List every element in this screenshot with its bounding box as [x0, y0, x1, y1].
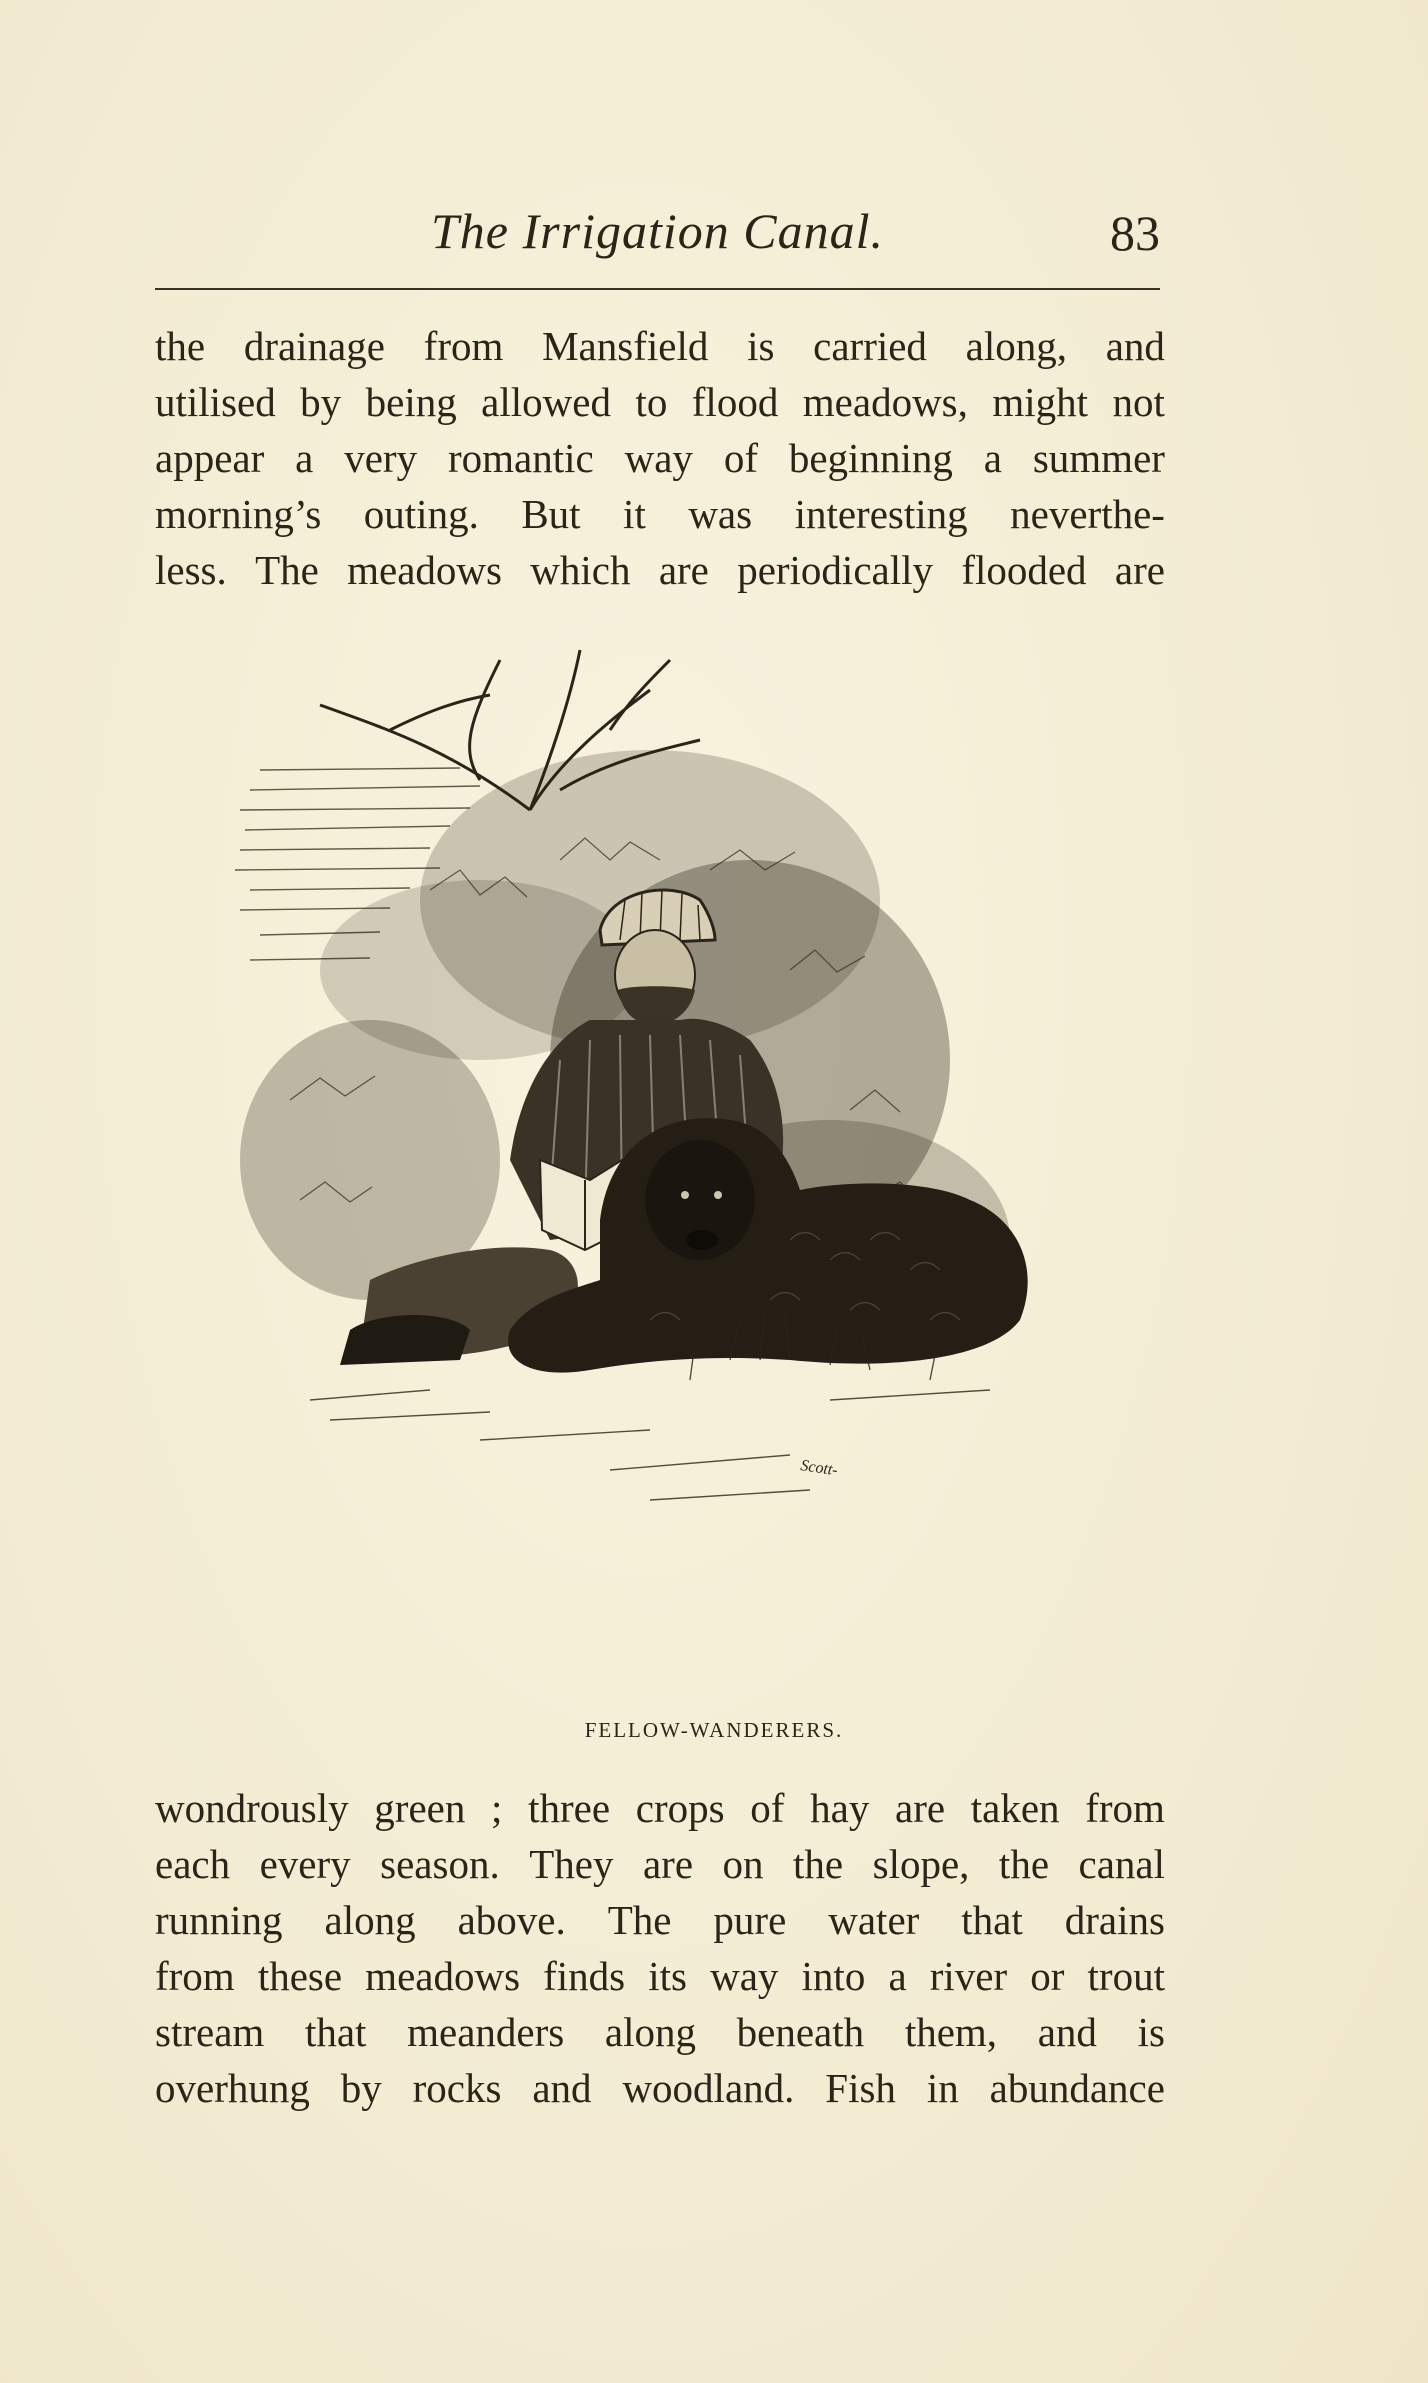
text-line: morning’s outing. But it was interesting neverthe-	[155, 491, 1165, 537]
text-line: each every season. They are on the slope, the canal	[155, 1841, 1165, 1887]
text-line: less. The meadows which are periodically flooded are	[155, 547, 1165, 593]
text-line: from these meadows finds its way into a river or trout	[155, 1953, 1165, 1999]
boots	[340, 1315, 470, 1365]
text-line: wondrously green ; three crops of hay are taken from	[155, 1785, 1165, 1831]
paragraph-top	[155, 318, 1165, 598]
header-rule	[155, 288, 1160, 290]
dog-nose	[686, 1230, 718, 1250]
text-line: running along above. The pure water that drains	[155, 1897, 1165, 1943]
engraving-fellow-wanderers	[230, 640, 1090, 1700]
running-title: The Irrigation Canal.	[431, 203, 884, 259]
running-header	[155, 200, 1160, 270]
page-number: 83	[1110, 205, 1160, 261]
text-line: appear a very romantic way of beginning a summer	[155, 435, 1165, 481]
text-line: the drainage from Mansfield is carried along, and	[155, 323, 1165, 369]
text-line: stream that meanders along beneath them, and is	[155, 2009, 1165, 2055]
text-line: utilised by being allowed to flood meadows, might not	[155, 379, 1165, 425]
text-line: overhung by rocks and woodland. Fish in abundance	[155, 2065, 1165, 2111]
engraver-signature: Scott-	[799, 1457, 839, 1480]
illustration-caption: FELLOW-WANDERERS.	[584, 1718, 844, 1742]
paragraph-bottom	[155, 1780, 1165, 2116]
